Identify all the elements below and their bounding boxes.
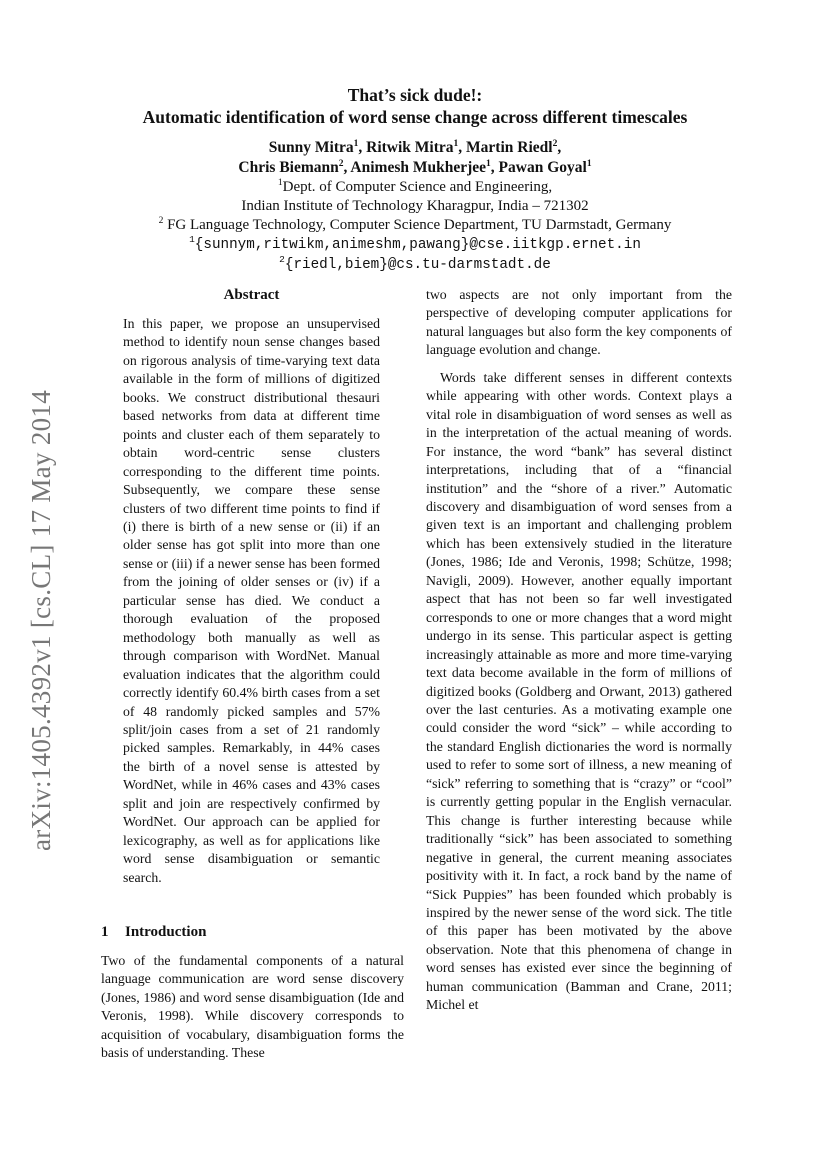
arxiv-identifier: arXiv:1405.4392v1 [cs.CL] 17 May 2014 [26, 389, 57, 851]
email-line-2 [90, 255, 740, 275]
affiliation-text: FG Language Technology, Computer Science Department, TU Darmstadt, Germany [163, 217, 672, 233]
email-text: {riedl,biem}@cs.tu-darmstadt.de [284, 257, 551, 273]
email-line-1 [90, 235, 740, 255]
intro-paragraph-2: Words take different senses in different contexts while appearing with other words. Context plays a vital role in disambiguation of word senses as well as in the interpretation of the actual meaning of words. For instance, the word “bank” has several distinct interpretations, including that of a “financial institution” and the “shore of a river.” Automatic discovery and disambiguation of word senses from a given text is an important and challenging problem which has been extensively studied in the literature (Jones, 1986; Ide and Veronis, 1998; Schütze, 1998; Navigli, 2009). However, another equally important aspect that has not been so far well investigated corresponds to one or more changes that a word might undergo in its sense. This particular aspect is getting increasingly attainable as more and more time-varying text data become available in the form of millions of digitized books (Goldberg and Orwant, 2013) gathered over the last centuries. As a motivating example one could consider the word “sick” – while according to the standard English dictionaries the word is normally used to refer to some sort of illness, a new meaning of “sick” referring to something that is “crazy” or “cool” is currently getting popular in the English vernacular. This change is further interesting because while traditionally “sick” has been associated to something negative in general, the current meaning associates positivity with it. In fact, a rock band by the name of “Sick Puppies” has been founded which probably is inspired by the newer sense of the word sick. The title of this paper has been motivated by the above observation. Note that this phenomena of change in word senses has existed ever since the beginning of human communication (Bamman and Crane, 2011; Michel et [426, 369, 732, 1013]
intro-paragraph-1: Two of the fundamental components of a natural language communication are word sense discovery (Jones, 1986) and word sense disambiguation (Ide and Veronis, 1998). While discovery corresponds to acquisition of vocabulary, disambiguation forms the basis of understanding. These [101, 953, 404, 1061]
affil-mark: 1 [277, 178, 283, 188]
section-title: Introduction [125, 924, 207, 940]
author-line-2 [90, 158, 740, 178]
author-separator: , [557, 139, 562, 156]
title-line-1: That’s sick dude!: [347, 85, 483, 105]
author-affil-mark: 1 [353, 138, 359, 149]
title-line-2: Automatic identification of word sense change across different timescales [142, 107, 688, 127]
author-affil-mark: 1 [486, 158, 491, 169]
email-text: {sunnym,ritwikm,animeshm,pawang}@cse.iitkgp.ernet.in [194, 237, 641, 253]
abstract-section [123, 286, 380, 887]
affiliation-1-line-1 [90, 178, 740, 197]
introduction-section [101, 922, 404, 1063]
author-name: Sunny Mitra [268, 139, 354, 156]
right-column [426, 286, 732, 1015]
arxiv-side-stamp [22, 360, 62, 880]
author-name: , Pawan Goyal [490, 159, 587, 176]
abstract-heading: Abstract [223, 287, 280, 303]
affil-mark: 2 [158, 216, 164, 226]
author-name: , Ritwik Mitra [358, 139, 454, 156]
author-list [90, 138, 740, 178]
author-affil-mark: 2 [338, 158, 344, 169]
affiliation-1-line-2: Indian Institute of Technology Kharagpur, India – 721302 [241, 198, 589, 214]
affiliations [90, 178, 740, 275]
author-name: , Animesh Mukherjee [343, 159, 487, 176]
author-affil-mark: 1 [586, 158, 592, 169]
affil-mark: 1 [189, 234, 195, 246]
affiliation-text: Dept. of Computer Science and Engineering, [282, 179, 553, 195]
author-line-1 [90, 138, 740, 158]
paper-header [90, 84, 740, 275]
affil-mark: 2 [279, 254, 285, 266]
author-affil-mark: 1 [453, 138, 459, 149]
author-name: Chris Biemann [238, 159, 339, 176]
author-name: , Martin Riedl [458, 139, 553, 156]
abstract-text: In this paper, we propose an unsupervised method to identify noun sense changes based on rigorous analysis of time-varying text data available in the form of millions of digitized books. We construct distributional thesauri based networks from data at different time points and cluster each of them separately to obtain word-centric sense clusters corresponding to the different time points. Subsequently, we compare these sense clusters of two different time points to find if (i) there is birth of a new sense or (ii) if an older sense has got split into more than one sense or (iii) if a newer sense has been formed from the joining of older senses or (iv) if a particular sense has died. We conduct a thorough evaluation of the proposed methodology both manually as well as through comparison with WordNet. Manual evaluation indicates that the algorithm could correctly identify 60.4% birth cases from a set of 48 randomly picked samples and 57% split/join cases from a set of 21 randomly picked samples. Remarkably, in 44% cases the birth of a novel sense is attested by WordNet, while in 46% cases and 43% cases split and join are respectively confirmed by WordNet. Our approach can be applied for lexicography, as well as for applications like word sense disambiguation or semantic search. [123, 316, 380, 885]
paper-title [90, 84, 740, 128]
intro-paragraph-1-continued: two aspects are not only important from the perspective of developing computer applications for natural languages but also form the key components of language evolution and change. [426, 287, 732, 358]
author-affil-mark: 2 [552, 138, 558, 149]
section-heading [101, 922, 404, 942]
affiliation-2 [90, 216, 740, 235]
section-number: 1 [101, 924, 109, 940]
